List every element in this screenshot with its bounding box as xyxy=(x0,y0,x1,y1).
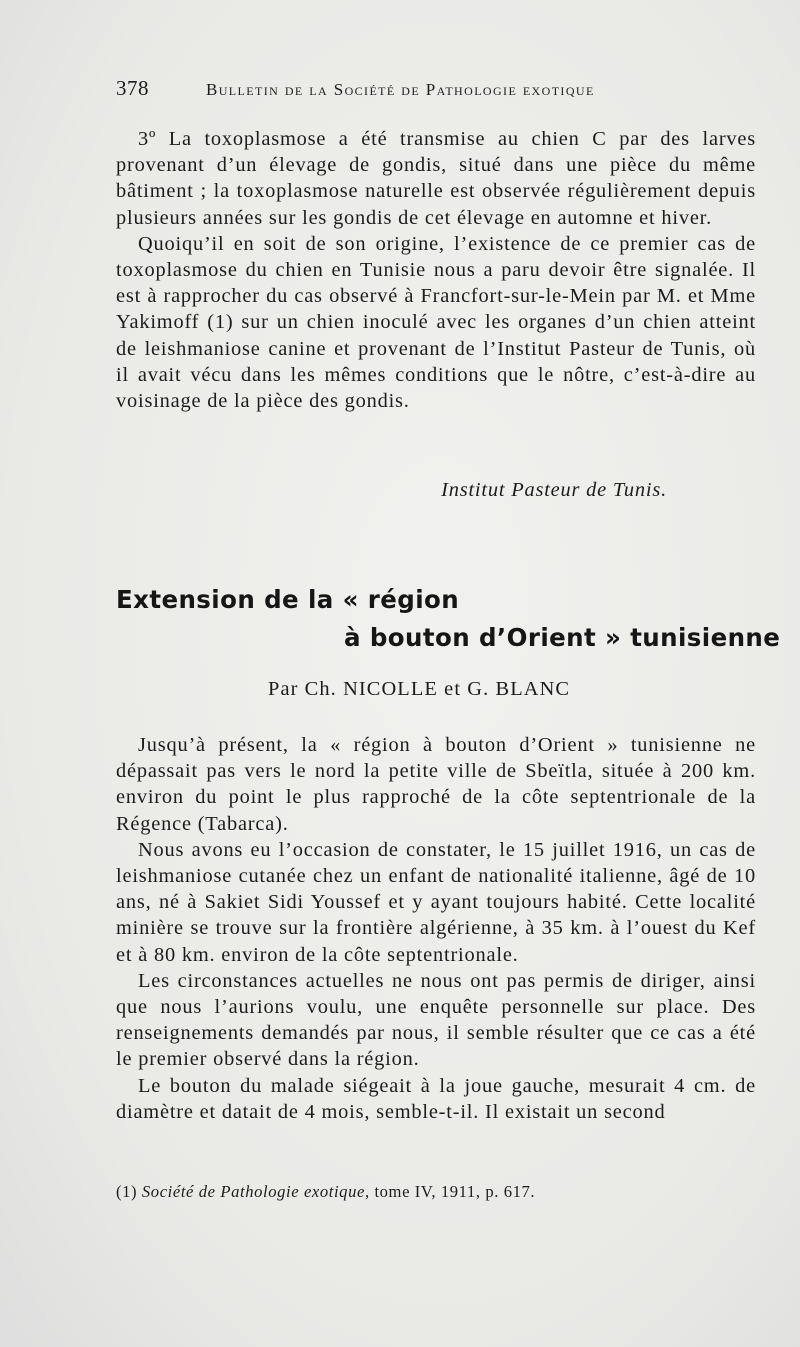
footnote-source: Société de Pathologie exotique, xyxy=(141,1182,370,1201)
paragraph: Les circonstances actuelles ne nous ont pas permis de diriger, ainsi que nous l’aurions voulu, une enquête personnelle sur place. Des renseignements demandés par nous, il semble résulter que ce cas a été le premier observé dans la région. xyxy=(116,969,756,1071)
article-body xyxy=(116,732,756,1125)
page-number: 378 xyxy=(116,76,149,100)
running-head xyxy=(116,76,668,106)
paragraph: Quoiqu’il en soit de son origine, l’existence de ce premier cas de toxoplasmose du chien en Tunisie nous a paru devoir être signalée. Il est à rapprocher du cas observé à Francfort-sur-le-Mein par M. et Mme Yakimoff (1) sur un chien inoculé avec les organes d’un chien atteint de leishmaniose canine et provenant de l’Institut Pasteur de Tunis, où il avait vécu dans les mêmes conditions que le nôtre, c’est-à-dire au voisinage de la pièce des gondis. xyxy=(116,232,756,413)
footnote-details: tome IV, 1911, p. 617. xyxy=(374,1182,536,1201)
footnote xyxy=(116,1182,535,1202)
article-title-line-1: Extension de la « région xyxy=(116,585,460,614)
footnote-marker: (1) xyxy=(116,1182,138,1201)
paragraph: Jusqu’à présent, la « région à bouton d’Orient » tunisienne ne dépassait pas vers le nord la petite ville de Sbeïtla, située à 200 km. environ du point le plus rapproché de la côte septentrionale de la Régence (Tabarca). xyxy=(116,734,756,835)
running-title: Bulletin de la Société de Pathologie exotique xyxy=(206,80,595,99)
institution-signature: Institut Pasteur de Tunis. xyxy=(441,479,667,501)
paragraph: Nous avons eu l’occasion de constater, le 15 juillet 1916, un cas de leishmaniose cutanée chez un enfant de nationalité italienne, âgé de 10 ans, né à Sakiet Sidi Youssef et y ayant toujours habité. Cette localité minière se trouve sur la frontière algérienne, à 35 km. à l’ouest du Kef et à 80 km. environ de la côte septentrionale. xyxy=(116,838,756,966)
paragraph: Le bouton du malade siégeait à la joue gauche, mesurait 4 cm. de diamètre et datait de 4 mois, semble-t-il. Il existait un second xyxy=(116,1074,756,1123)
article-title-line-2: à bouton d’Orient » tunisienne xyxy=(344,623,781,652)
author-byline: Par Ch. NICOLLE et G. BLANC xyxy=(268,678,571,700)
previous-article-body xyxy=(116,126,756,414)
paragraph: 3º La toxoplasmose a été transmise au chien C par des larves provenant d’un élevage de gondis, situé dans une pièce du même bâtiment ; la toxoplasmose naturelle est observée régulièrement depuis plusieurs années sur les gondis de cet élevage en automne et hiver. xyxy=(116,128,756,229)
